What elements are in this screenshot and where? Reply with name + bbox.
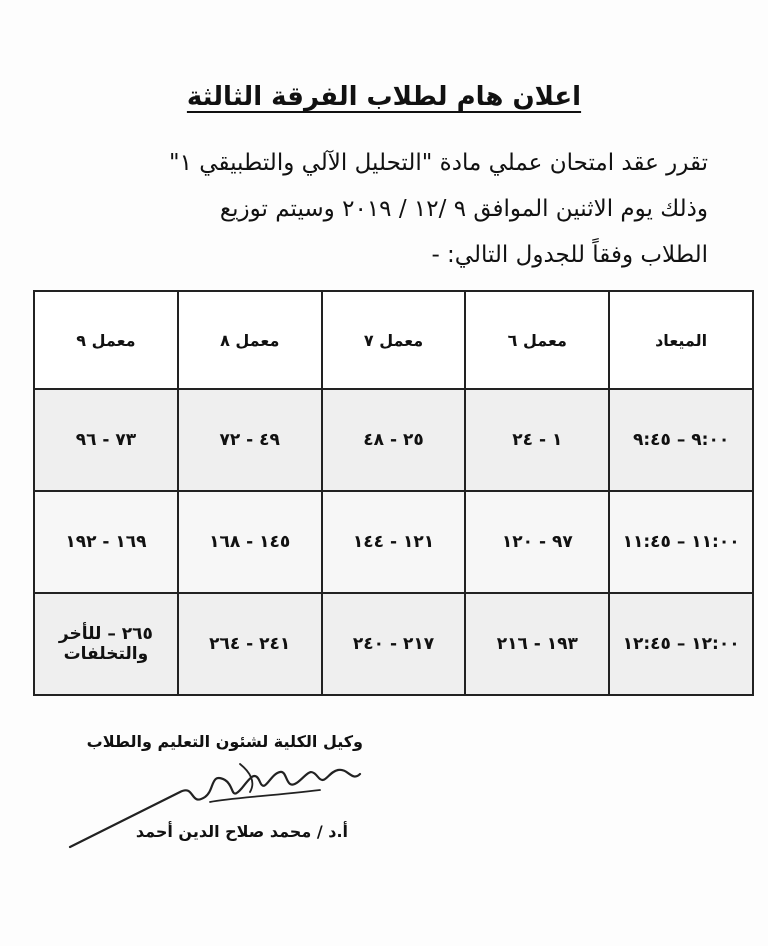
- range-cell: ٩٧ - ١٢٠: [465, 491, 609, 593]
- header-time: الميعاد: [609, 291, 753, 389]
- announcement-body: [88, 140, 708, 278]
- table-row: [34, 389, 753, 491]
- exam-schedule-table: [33, 290, 754, 696]
- header-lab-7: معمل ٧: [322, 291, 466, 389]
- intro-line: الطلاب وفقاً للجدول التالي: -: [431, 242, 708, 268]
- range-cell: ٧٣ - ٩٦: [34, 389, 178, 491]
- header-lab-9: معمل ٩: [34, 291, 178, 389]
- signatory-title: وكيل الكلية لشئون التعليم والطلاب: [86, 732, 363, 751]
- time-cell: ١١:٠٠ – ١١:٤٥: [609, 491, 753, 593]
- table-row: [34, 593, 753, 695]
- signatory-name: أ.د / محمد صلاح الدين أحمد: [135, 822, 348, 841]
- header-lab-6: معمل ٦: [465, 291, 609, 389]
- range-cell: ٢١٧ - ٢٤٠: [322, 593, 466, 695]
- range-cell: ٢٤١ - ٢٦٤: [178, 593, 322, 695]
- range-cell: ٢٥ - ٤٨: [322, 389, 466, 491]
- time-cell: ٩:٠٠ – ٩:٤٥: [609, 389, 753, 491]
- time-cell: ١٢:٠٠ – ١٢:٤٥: [609, 593, 753, 695]
- range-cell: ٢٦٥ – للأخر والتخلفات: [34, 593, 178, 695]
- range-cell: ١٢١ - ١٤٤: [322, 491, 466, 593]
- announcement-title: اعلان هام لطلاب الفرقة الثالثة: [186, 82, 582, 112]
- range-cell: ١ - ٢٤: [465, 389, 609, 491]
- header-lab-8: معمل ٨: [178, 291, 322, 389]
- intro-line: تقرر عقد امتحان عملي مادة "التحليل الآلي والتطبيقي ١": [169, 150, 708, 176]
- range-cell: ٤٩ - ٧٢: [178, 389, 322, 491]
- range-cell: ١٤٥ - ١٦٨: [178, 491, 322, 593]
- table-row: [34, 491, 753, 593]
- intro-line: وذلك يوم الاثنين الموافق ٩ /١٢ / ٢٠١٩ وسيتم توزيع: [219, 196, 708, 222]
- range-cell: ١٦٩ - ١٩٢: [34, 491, 178, 593]
- range-cell: ١٩٣ - ٢١٦: [465, 593, 609, 695]
- table-header-row: [34, 291, 753, 389]
